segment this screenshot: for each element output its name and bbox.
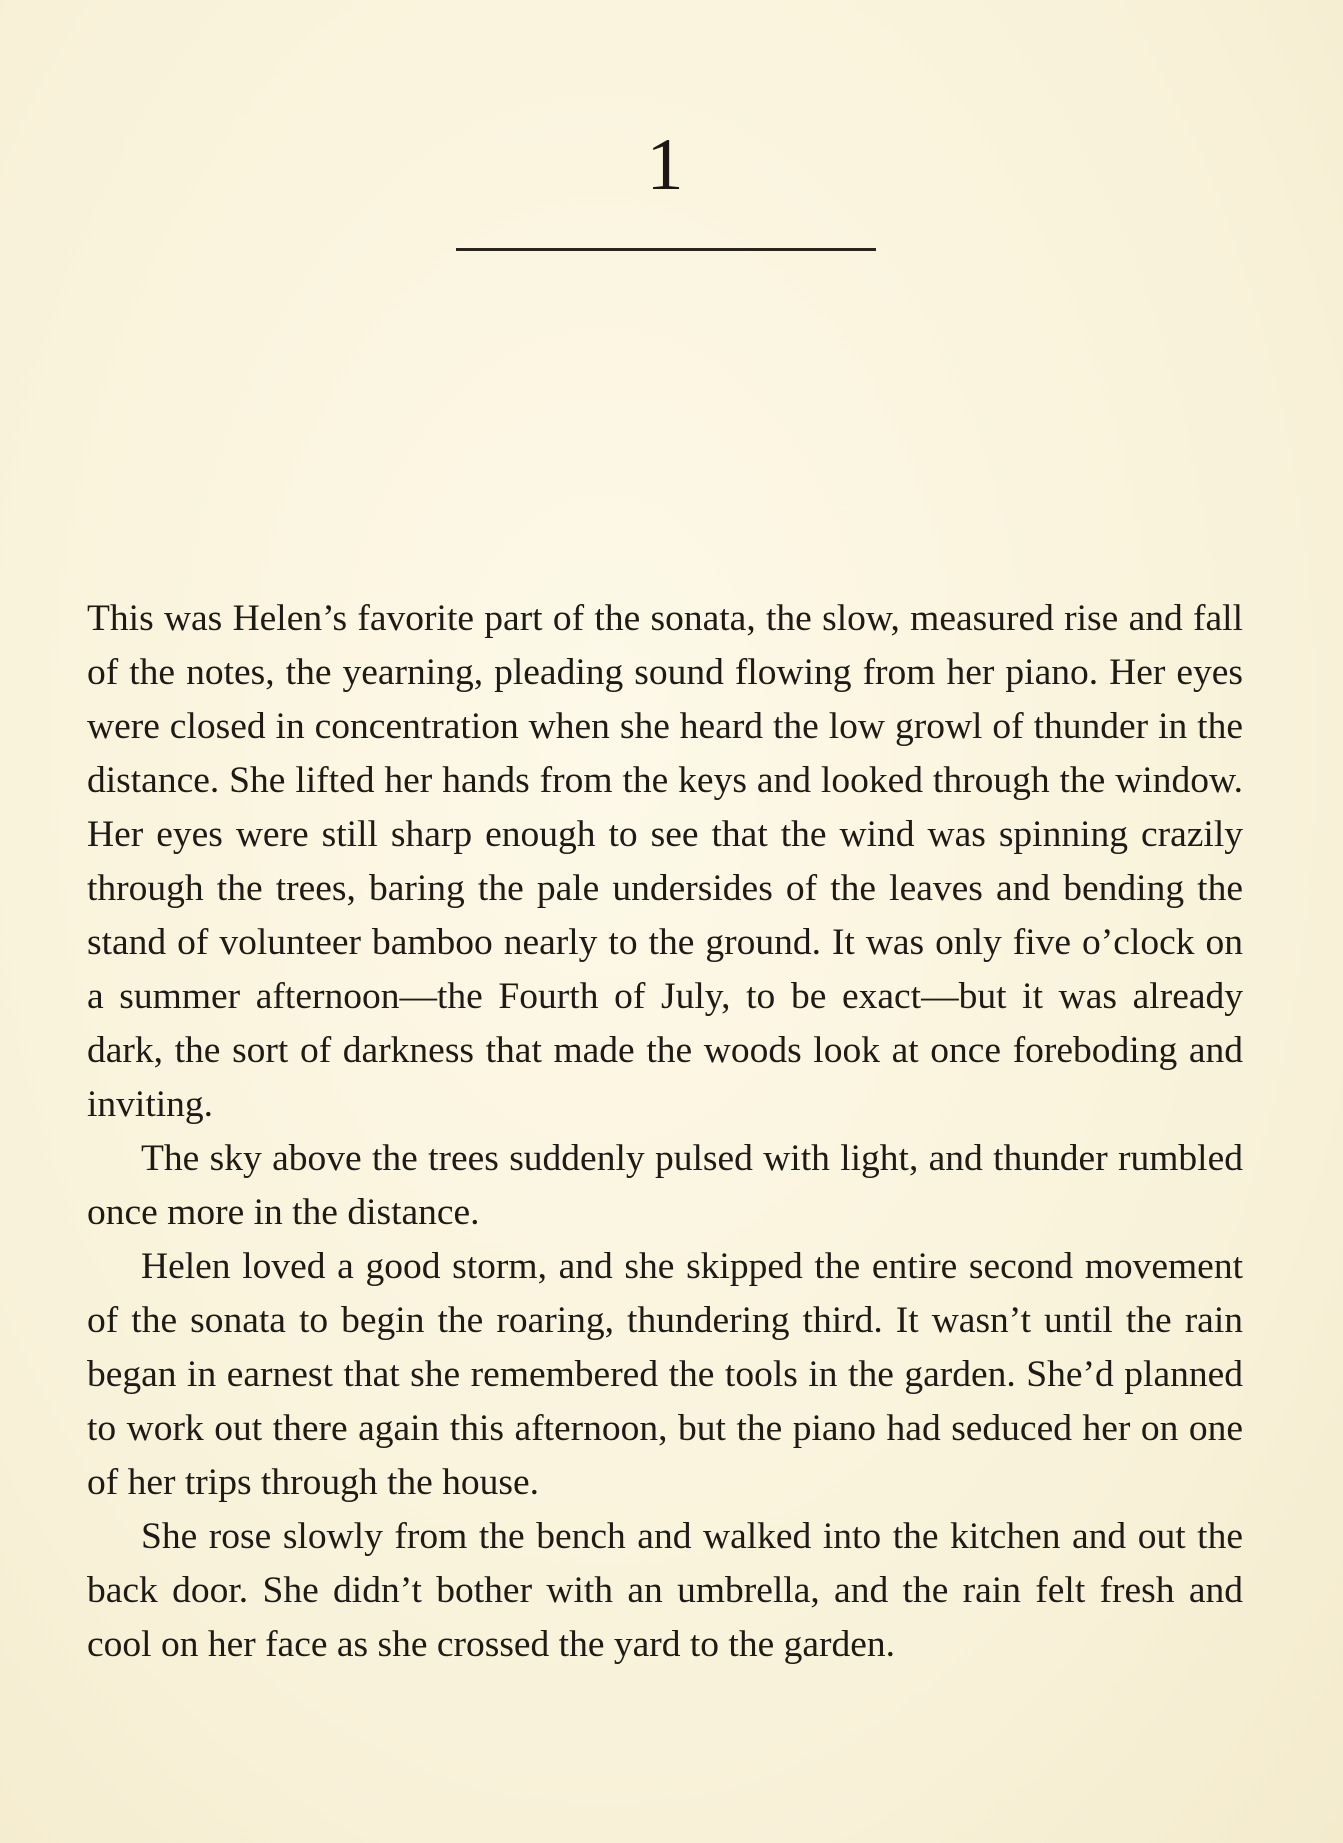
chapter-divider: [456, 248, 876, 251]
body-text: [87, 592, 1243, 1672]
paragraph: This was Helen’s favorite part of the sonata, the slow, measured rise and fall of the notes, the yearning, pleading sound flowing from her piano. Her eyes were closed in concentration when she heard the low growl of thunder in the distance. She lifted her hands from the keys and looked through the window. Her eyes were still sharp enough to see that the wind was spinning crazily through the trees, baring the pale undersides of the leaves and bending the stand of volunteer bamboo nearly to the ground. It was only five o’clock on a summer afternoon—the Fourth of July, to be exact—but it was already dark, the sort of darkness that made the woods look at once foreboding and inviting.: [87, 598, 1243, 1125]
paragraph: She rose slowly from the bench and walked into the kitchen and out the back door. She didn’t bother with an umbrella, and the rain felt fresh and cool on her face as she crossed the yard to the garden.: [87, 1516, 1243, 1665]
paragraph: The sky above the trees suddenly pulsed with light, and thunder rumbled once more in the distance.: [87, 1138, 1243, 1233]
paragraph: Helen loved a good storm, and she skipped the entire second movement of the sonata to begin the roaring, thundering third. It wasn’t until the rain began in earnest that she remembered the tools in the garden. She’d planned to work out there again this afternoon, but the piano had seduced her on one of her trips through the house.: [87, 1246, 1243, 1503]
chapter-number: 1: [646, 124, 684, 206]
